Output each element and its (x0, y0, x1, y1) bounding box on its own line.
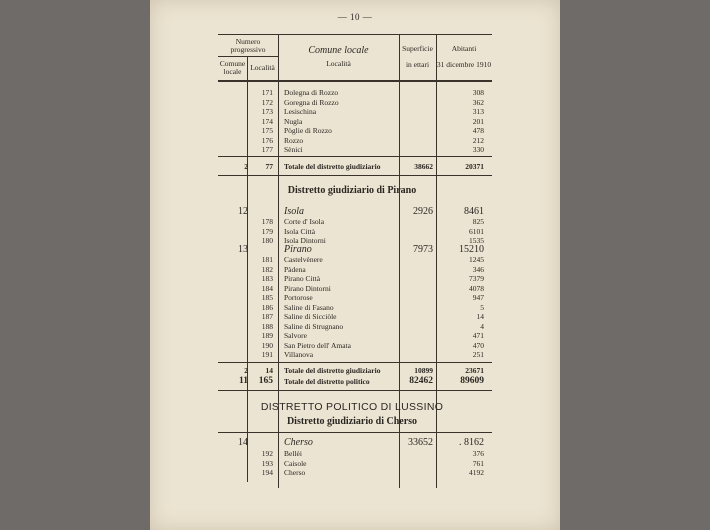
total-pirano-localita: 14 (265, 366, 273, 375)
row-number: 179 (261, 226, 273, 236)
row-locality-name: Saline di Strugnano (284, 321, 344, 331)
row-locality-name: Rozzo (284, 135, 304, 145)
row-locality-name: Dolegna di Rozzo (284, 88, 339, 97)
header-superficie: Superficie (402, 44, 433, 53)
document-page (150, 0, 560, 530)
row-number: 182 (261, 264, 273, 274)
row-number: 177 (261, 145, 273, 154)
total-politico-comuni: 11 (239, 376, 248, 386)
pirano-abitanti: 15210 (459, 244, 484, 255)
row-abitanti: 947 (472, 293, 484, 302)
total-politico-bottom-rule (218, 390, 492, 391)
row-abitanti: 1245 (469, 255, 484, 264)
isola-superficie: 2926 (413, 206, 433, 217)
row-number: 178 (261, 217, 273, 226)
row-number: 175 (261, 126, 273, 135)
page-number: — 10 — (337, 12, 373, 22)
row-locality-name: Nugla (284, 116, 303, 126)
header-bottom-rule (218, 80, 492, 82)
row-abitanti: 5 (480, 302, 484, 312)
row-abitanti: 4192 (469, 468, 484, 477)
total-rozzo-comuni: 2 (244, 162, 248, 171)
total-pirano-comuni: 2 (244, 366, 248, 375)
total-rozzo-label: Totale del distretto giudiziario (284, 162, 381, 171)
row-locality-name: Salvore (284, 331, 307, 340)
row-locality-name: Lesischina (284, 107, 317, 116)
row-number: 180 (261, 236, 273, 245)
row-number: 183 (261, 274, 273, 283)
row-locality-name: Saline di Fasano (284, 302, 334, 312)
row-abitanti: 308 (472, 88, 484, 97)
header-comune-locale-title: Comune locale (308, 45, 369, 56)
row-abitanti: 471 (472, 331, 484, 340)
table-top-rule (218, 34, 492, 35)
row-number: 190 (261, 340, 273, 350)
row-number: 184 (261, 283, 273, 293)
row-number: 191 (261, 350, 273, 359)
section-pirano-title: Distretto giudiziario di Pirano (287, 185, 417, 196)
isola-comune-number: 12 (238, 206, 248, 217)
cherso-superficie: 33652 (408, 437, 433, 448)
pirano-comune-number: 13 (238, 244, 248, 255)
row-locality-name: Isola Città (284, 226, 316, 236)
isola-abitanti: 8461 (464, 206, 484, 217)
row-number: 188 (261, 321, 273, 331)
row-number: 187 (261, 312, 273, 321)
row-abitanti: 7379 (469, 274, 484, 283)
row-abitanti: 1535 (469, 236, 484, 245)
row-locality-name: San Pietro dell' Amata (284, 340, 351, 350)
total-politico-localita: 165 (258, 376, 273, 386)
row-locality-name: Pirano Dintorni (284, 283, 331, 293)
header-comune-locale-col: Comune locale (219, 59, 246, 76)
row-locality-name: Pòglie di Rozzo (284, 126, 332, 135)
row-abitanti: 470 (472, 340, 484, 350)
row-number: 171 (261, 88, 273, 97)
row-abitanti: 14 (476, 312, 484, 321)
header-abitanti: Abitanti (451, 44, 477, 53)
row-abitanti: 346 (472, 264, 484, 274)
row-abitanti: 4 (480, 321, 484, 331)
row-abitanti: 4078 (469, 283, 484, 293)
row-locality-name: Saline di Sicciòle (284, 312, 337, 321)
row-locality-name: Portorose (284, 293, 313, 302)
row-locality-name: Bellèi (284, 449, 302, 458)
header-in-ettari: in ettari (405, 60, 430, 69)
row-abitanti: 6101 (469, 226, 484, 236)
total-rozzo-bottom-rule (218, 175, 492, 176)
row-number: 189 (261, 331, 273, 340)
isola-comune-name: Isola (284, 206, 304, 217)
row-number: 172 (261, 97, 273, 107)
row-number: 173 (261, 107, 273, 116)
row-abitanti: 362 (472, 97, 484, 107)
total-politico-superficie: 82462 (409, 376, 433, 386)
row-locality-name: Goregna di Rozzo (284, 97, 339, 107)
section-cherso-title: Distretto giudiziario di Cherso (286, 416, 418, 427)
cherso-comune-name: Cherso (284, 437, 313, 448)
cherso-top-rule (218, 432, 492, 433)
row-abitanti: 761 (472, 458, 484, 468)
row-locality-name: Isola Dintorni (284, 236, 326, 245)
row-abitanti: 478 (472, 126, 484, 135)
total-pirano-label: Totale del distretto giudiziario (284, 366, 381, 375)
header-numero-progressivo: Numero progressivo (230, 37, 266, 54)
total-pirano-rule (218, 362, 492, 363)
row-abitanti: 825 (472, 217, 484, 226)
row-number: 194 (261, 468, 273, 477)
row-number: 186 (261, 302, 273, 312)
total-politico-label: Totale del distretto politico (284, 377, 370, 386)
total-rozzo-abitanti: 20371 (465, 162, 484, 171)
row-abitanti: 251 (472, 350, 484, 359)
row-number: 185 (261, 293, 273, 302)
header-sub-rule (218, 56, 278, 57)
total-rozzo-localita: 77 (265, 162, 273, 171)
row-abitanti: 313 (472, 107, 484, 116)
row-locality-name: Cherso (284, 468, 306, 477)
row-abitanti: 212 (472, 135, 484, 145)
cherso-abitanti: . 8162 (459, 437, 484, 448)
total-pirano-abitanti: 23671 (465, 366, 484, 375)
row-number: 181 (261, 255, 273, 264)
row-number: 193 (261, 458, 273, 468)
total-pirano-superficie: 10899 (414, 366, 433, 375)
row-locality-name: Pirano Città (284, 274, 321, 283)
row-number: 174 (261, 116, 273, 126)
row-abitanti: 376 (472, 449, 484, 458)
row-number: 192 (261, 449, 273, 458)
total-politico-abitanti: 89609 (460, 376, 484, 386)
row-locality-name: Villanova (284, 350, 314, 359)
total-rozzo-superficie: 38662 (414, 162, 433, 171)
row-locality-name: Corte d' Isola (284, 217, 325, 226)
pirano-superficie: 7973 (413, 244, 433, 255)
section-lussino-title: DISTRETTO POLITICO DI LUSSINO (260, 401, 444, 413)
row-locality-name: Sènici (284, 145, 303, 154)
row-locality-name: Pàdena (284, 264, 306, 274)
row-abitanti: 330 (472, 145, 484, 154)
cherso-comune-number: 14 (238, 437, 248, 448)
header-data: 31 dicembre 1910 (436, 60, 492, 69)
row-abitanti: 201 (472, 116, 484, 126)
total-rozzo-rule (218, 156, 492, 157)
row-locality-name: Castelvènere (284, 255, 323, 264)
header-localita-sub: Località (326, 59, 351, 68)
header-localita-col: Località (250, 63, 275, 72)
row-number: 176 (261, 135, 273, 145)
row-locality-name: Caisole (284, 458, 307, 468)
pirano-comune-name: Pirano (284, 244, 312, 255)
